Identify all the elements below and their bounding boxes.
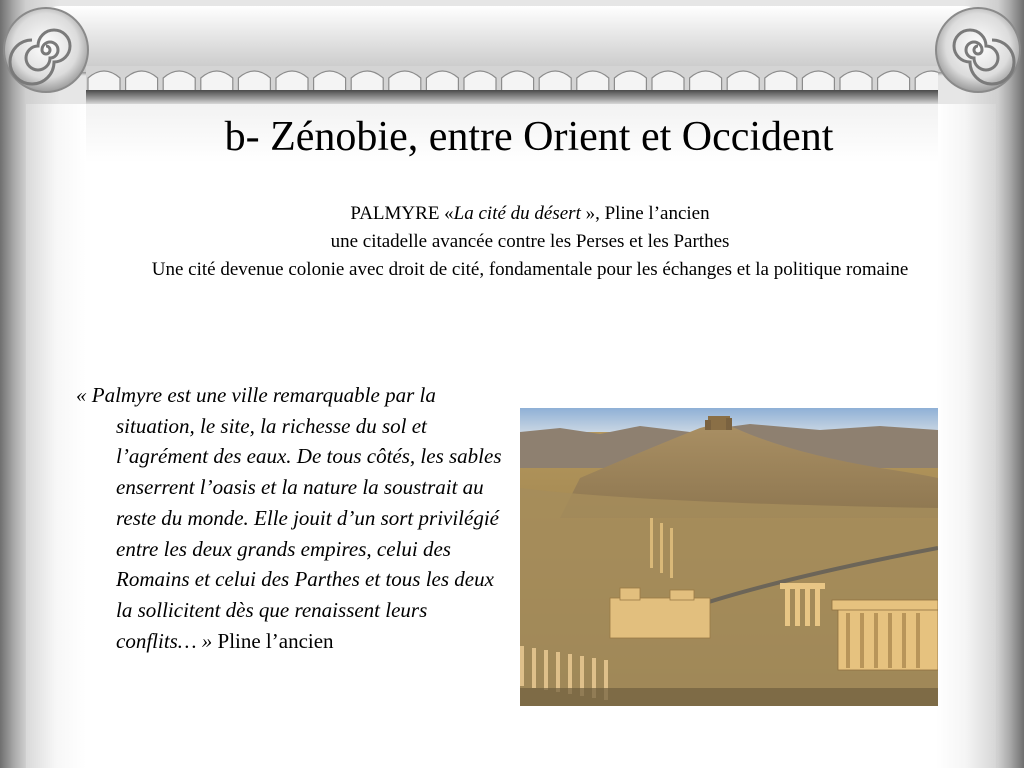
dentil-icon [389, 71, 421, 92]
dentil-icon [351, 71, 383, 92]
subtitle-suffix: », Pline l’ancien [580, 203, 710, 224]
dentil-icon [314, 71, 346, 92]
subtitle-block [60, 200, 1000, 284]
dentil-icon [690, 71, 722, 92]
dentil-icon [163, 71, 195, 92]
dentil-icon [765, 71, 797, 92]
subtitle-italic: La cité du désert [453, 203, 581, 224]
dentil-icon [276, 71, 308, 92]
column-capital [30, 6, 994, 72]
subtitle-line-3: Une cité devenue colonie avec droit de cité, fondamentale pour les échanges et la politique romaine [151, 259, 909, 280]
quote-attribution: Pline l’ancien [212, 628, 334, 653]
dentil-icon [539, 71, 571, 92]
capital-shadow [86, 90, 938, 104]
dentil-icon [201, 71, 233, 92]
subtitle-line-2: une citadelle avancée contre les Perses et les Parthes [330, 231, 730, 252]
dentil-icon [878, 71, 910, 92]
slide-title: b- Zénobie, entre Orient et Occident [224, 114, 834, 160]
volute-left-icon [0, 4, 92, 96]
dentil-icon [727, 71, 759, 92]
dentil-icon [126, 71, 158, 92]
palmyra-ruins-photo [520, 408, 938, 706]
quote-text: « Palmyre est une ville remarquable par la situation, le site, la richesse du sol et l’agrément des eaux. De tous côtés, les sables enserrent l’oasis et la nature la soustrait au reste du monde. Elle jouit d’un sort privilégié entre les deux grands empires, celui des Romains et celui des Parthes et tous les deux la sollicitent dès que renaissent leurs conflits… » [76, 383, 502, 653]
quote-block [72, 380, 502, 656]
dentil-icon [614, 71, 646, 92]
dentil-icon [502, 71, 534, 92]
subtitle-prefix: PALMYRE « [350, 203, 454, 224]
dentil-icon [840, 71, 872, 92]
dentil-icon [464, 71, 496, 92]
subtitle-line-1 [60, 200, 1000, 228]
palmyra-photo-icon [520, 408, 938, 706]
dentil-icon [426, 71, 458, 92]
dentil-icon [238, 71, 270, 92]
dentil-icon [577, 71, 609, 92]
dentil-row-icon [86, 66, 938, 92]
dentil-icon [802, 71, 834, 92]
dentil-icon [652, 71, 684, 92]
volute-right-icon [932, 4, 1024, 96]
